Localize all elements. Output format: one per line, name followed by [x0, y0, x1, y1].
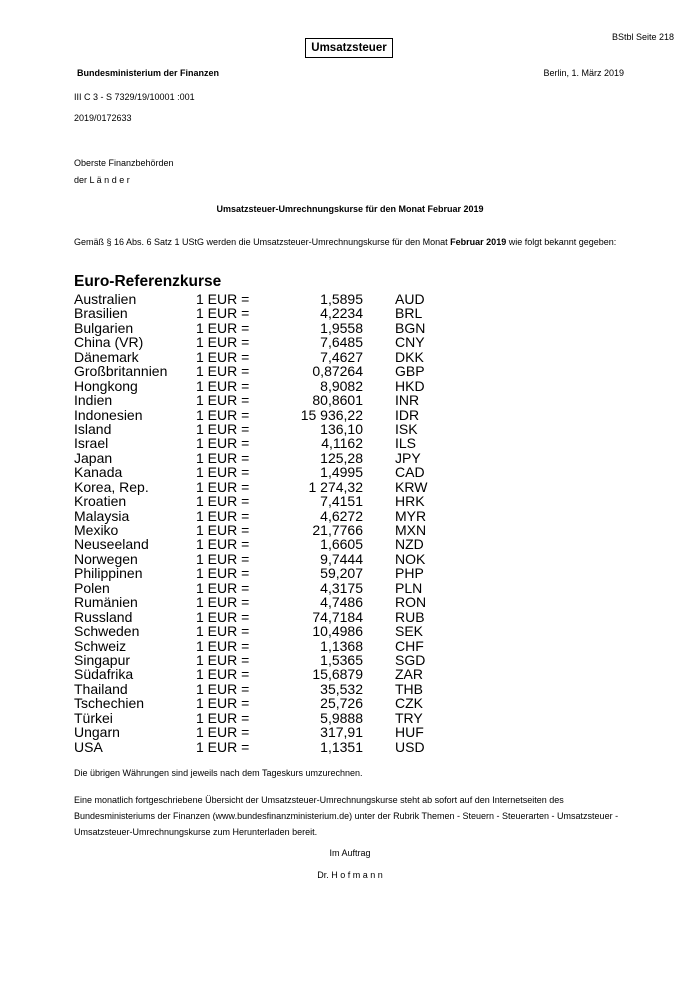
rate-unit: 1 EUR =	[196, 536, 250, 553]
rate-value: 25,726	[320, 695, 363, 712]
rates-title: Euro-Referenzkurse	[74, 273, 222, 290]
rate-country: Japan	[74, 449, 113, 466]
rate-row	[74, 480, 434, 494]
document-type-box: Umsatzsteuer	[305, 38, 393, 58]
rate-row	[74, 408, 434, 422]
rate-value: 74,7184	[312, 608, 363, 625]
rate-unit: 1 EUR =	[196, 724, 250, 741]
rate-row	[74, 552, 434, 566]
rate-country: Israel	[74, 435, 109, 452]
rate-value: 9,7444	[320, 550, 363, 567]
rate-row	[74, 711, 434, 725]
rate-currency-code: USD	[395, 738, 425, 755]
reference-number: III C 3 - S 7329/19/10001 :001	[74, 92, 195, 102]
rate-currency-code: ILS	[395, 435, 417, 452]
rate-row	[74, 581, 434, 595]
rate-value: 0,87264	[312, 363, 363, 380]
rate-country: Thailand	[74, 680, 128, 697]
rate-unit: 1 EUR =	[196, 392, 250, 409]
rate-country: Großbritannien	[74, 363, 168, 380]
rate-value: 5,9888	[320, 709, 363, 726]
rate-row	[74, 451, 434, 465]
place-date: Berlin, 1. März 2019	[543, 68, 624, 78]
rate-country: Malaysia	[74, 507, 130, 524]
rate-row	[74, 321, 434, 335]
rate-unit: 1 EUR =	[196, 348, 250, 365]
rate-unit: 1 EUR =	[196, 363, 250, 380]
rate-unit: 1 EUR =	[196, 680, 250, 697]
rate-value: 4,2234	[320, 305, 363, 322]
rate-value: 15,6879	[312, 666, 363, 683]
rate-value: 1 274,32	[308, 478, 363, 495]
rate-value: 21,7766	[312, 522, 363, 538]
document-number: 2019/0172633	[74, 113, 132, 123]
rate-country: Polen	[74, 579, 110, 596]
rate-value: 7,6485	[320, 334, 363, 351]
rate-country: Indien	[74, 392, 113, 409]
rate-unit: 1 EUR =	[196, 406, 250, 423]
rate-row	[74, 667, 434, 681]
rate-value: 10,4986	[312, 623, 363, 640]
rate-value: 4,6272	[320, 507, 363, 524]
rate-country: Kanada	[74, 464, 123, 481]
rate-row	[74, 566, 434, 580]
rate-value: 7,4151	[320, 493, 363, 510]
rate-value: 59,207	[320, 565, 363, 582]
rate-currency-code: CHF	[395, 637, 424, 654]
rate-country: Kroatien	[74, 493, 127, 510]
rate-currency-code: IDR	[395, 406, 420, 423]
rate-unit: 1 EUR =	[196, 579, 250, 596]
rate-unit: 1 EUR =	[196, 565, 250, 582]
rate-value: 136,10	[320, 420, 363, 437]
rate-country: Dänemark	[74, 348, 139, 365]
rate-value: 1,5895	[320, 291, 363, 307]
intro-text-before: Gemäß § 16 Abs. 6 Satz 1 UStG werden die Umsatzsteuer-Umrechnungskurse für den Monat	[74, 237, 451, 247]
rate-country: Ungarn	[74, 724, 120, 741]
rate-row	[74, 610, 434, 624]
addressee-line-1: Oberste Finanzbehörden	[74, 158, 174, 168]
rate-value: 35,532	[320, 680, 363, 697]
rate-currency-code: KRW	[395, 478, 428, 495]
rate-currency-code: ZAR	[395, 666, 423, 683]
rate-currency-code: MXN	[395, 522, 427, 538]
rate-unit: 1 EUR =	[196, 435, 250, 452]
rate-unit: 1 EUR =	[196, 738, 250, 755]
rate-country: Tschechien	[74, 695, 145, 712]
rate-row	[74, 523, 434, 537]
rate-value: 7,4627	[320, 348, 363, 365]
rate-country: Rumänien	[74, 594, 138, 611]
rate-currency-code: HKD	[395, 377, 425, 394]
rate-currency-code: ISK	[395, 420, 418, 437]
rate-country: Norwegen	[74, 550, 138, 567]
rate-currency-code: CAD	[395, 464, 425, 481]
rate-country: Indonesien	[74, 406, 143, 423]
signer-name: Dr. H o f m a n n	[317, 870, 383, 880]
rate-unit: 1 EUR =	[196, 464, 250, 481]
rate-currency-code: HUF	[395, 724, 424, 741]
rate-country: Türkei	[74, 709, 113, 726]
rate-country: China (VR)	[74, 334, 144, 351]
page-reference: BStbl Seite 218	[611, 32, 674, 42]
rate-row	[74, 725, 434, 739]
intro-text-after: wie folgt bekannt gegeben:	[506, 237, 617, 247]
rate-country: Schweden	[74, 623, 140, 640]
rate-row	[74, 740, 434, 754]
rate-unit: 1 EUR =	[196, 695, 250, 712]
rate-value: 1,1351	[320, 738, 363, 755]
rate-row	[74, 422, 434, 436]
subject-heading: Umsatzsteuer-Umrechnungskurse für den Monat Februar 2019	[216, 204, 484, 214]
closing-im-auftrag: Im Auftrag	[329, 848, 371, 858]
rate-unit: 1 EUR =	[196, 334, 250, 351]
rate-country: Südafrika	[74, 666, 134, 683]
rate-value: 125,28	[320, 449, 363, 466]
rate-country: Russland	[74, 608, 133, 625]
rate-currency-code: BGN	[395, 319, 426, 336]
rate-value: 1,9558	[320, 319, 363, 336]
rate-row	[74, 393, 434, 407]
rate-row	[74, 335, 434, 349]
rate-row	[74, 639, 434, 653]
rate-country: USA	[74, 738, 103, 755]
rate-country: Australien	[74, 291, 137, 307]
rate-unit: 1 EUR =	[196, 377, 250, 394]
rate-row	[74, 364, 434, 378]
rate-row	[74, 537, 434, 551]
rate-country: Island	[74, 420, 112, 437]
rate-unit: 1 EUR =	[196, 420, 250, 437]
rate-value: 80,8601	[312, 392, 363, 409]
rate-currency-code: RUB	[395, 608, 425, 625]
rate-row	[74, 494, 434, 508]
rate-currency-code: AUD	[395, 291, 425, 307]
rate-unit: 1 EUR =	[196, 493, 250, 510]
rate-unit: 1 EUR =	[196, 651, 250, 668]
rate-value: 317,91	[320, 724, 363, 741]
rate-currency-code: THB	[395, 680, 423, 697]
rate-currency-code: NZD	[395, 536, 424, 553]
rate-value: 1,1368	[320, 637, 363, 654]
other-currencies-note: Die übrigen Währungen sind jeweils nach dem Tageskurs umzurechnen.	[74, 768, 363, 778]
addressee-line-2: der L ä n d e r	[74, 175, 130, 185]
rate-currency-code: BRL	[395, 305, 423, 322]
rate-row	[74, 306, 434, 320]
rate-unit: 1 EUR =	[196, 507, 250, 524]
rate-currency-code: RON	[395, 594, 427, 611]
rate-value: 1,6605	[320, 536, 363, 553]
rate-currency-code: HRK	[395, 493, 425, 510]
rate-unit: 1 EUR =	[196, 608, 250, 625]
rate-country: Schweiz	[74, 637, 127, 654]
intro-paragraph	[74, 234, 630, 250]
rate-row	[74, 350, 434, 364]
rate-unit: 1 EUR =	[196, 623, 250, 640]
rate-currency-code: DKK	[395, 348, 424, 365]
rate-currency-code: MYR	[395, 507, 427, 524]
intro-month-bold: Februar 2019	[450, 237, 507, 247]
rate-unit: 1 EUR =	[196, 594, 250, 611]
rate-unit: 1 EUR =	[196, 666, 250, 683]
rate-currency-code: CNY	[395, 334, 425, 351]
ministry-name: Bundesministerium der Finanzen	[77, 68, 220, 78]
rate-row	[74, 436, 434, 450]
rate-unit: 1 EUR =	[196, 449, 250, 466]
rate-unit: 1 EUR =	[196, 637, 250, 654]
rate-country: Mexiko	[74, 522, 119, 538]
rates-table	[74, 292, 434, 754]
rate-country: Singapur	[74, 651, 131, 668]
rate-currency-code: PLN	[395, 579, 423, 596]
rate-row	[74, 509, 434, 523]
rate-value: 4,7486	[320, 594, 363, 611]
rate-currency-code: CZK	[395, 695, 423, 712]
rate-row	[74, 595, 434, 609]
rate-country: Korea, Rep.	[74, 478, 149, 495]
rate-unit: 1 EUR =	[196, 291, 250, 307]
rate-country: Brasilien	[74, 305, 128, 322]
rate-row	[74, 379, 434, 393]
rate-unit: 1 EUR =	[196, 522, 250, 538]
rate-row	[74, 465, 434, 479]
rate-currency-code: INR	[395, 392, 420, 409]
rate-unit: 1 EUR =	[196, 319, 250, 336]
rate-unit: 1 EUR =	[196, 550, 250, 567]
rate-currency-code: JPY	[395, 449, 421, 466]
rate-row	[74, 696, 434, 710]
rate-currency-code: TRY	[395, 709, 423, 726]
rate-value: 4,3175	[320, 579, 363, 596]
overview-paragraph: Eine monatlich fortgeschriebene Übersicht der Umsatzsteuer-Umrechnungskurse steht ab sofort auf den Internetseiten des Bundesministeriums der Finanzen (www.bundesfinanzministerium.de) unter der Rubrik Themen - Steuern - Steuerarten - Umsatzsteuer - Umsatzsteuer-Umrechnungskurse zum Herunterladen bereit.	[74, 795, 619, 837]
rate-country: Philippinen	[74, 565, 143, 582]
rate-country: Bulgarien	[74, 319, 134, 336]
rate-unit: 1 EUR =	[196, 305, 250, 322]
rate-currency-code: PHP	[395, 565, 424, 582]
rate-currency-code: SGD	[395, 651, 426, 668]
rate-value: 8,9082	[320, 377, 363, 394]
rate-row	[74, 653, 434, 667]
rate-currency-code: GBP	[395, 363, 425, 380]
rate-row	[74, 624, 434, 638]
rate-value: 1,5365	[320, 651, 363, 668]
rate-row	[74, 682, 434, 696]
rate-country: Neuseeland	[74, 536, 149, 553]
rate-value: 4,1162	[321, 435, 363, 452]
rate-currency-code: SEK	[395, 623, 424, 640]
rate-unit: 1 EUR =	[196, 709, 250, 726]
rate-value: 15 936,22	[300, 406, 363, 423]
rate-country: Hongkong	[74, 377, 138, 394]
rate-row	[74, 292, 434, 306]
rate-value: 1,4995	[320, 464, 363, 481]
rate-unit: 1 EUR =	[196, 478, 250, 495]
rate-currency-code: NOK	[395, 550, 426, 567]
